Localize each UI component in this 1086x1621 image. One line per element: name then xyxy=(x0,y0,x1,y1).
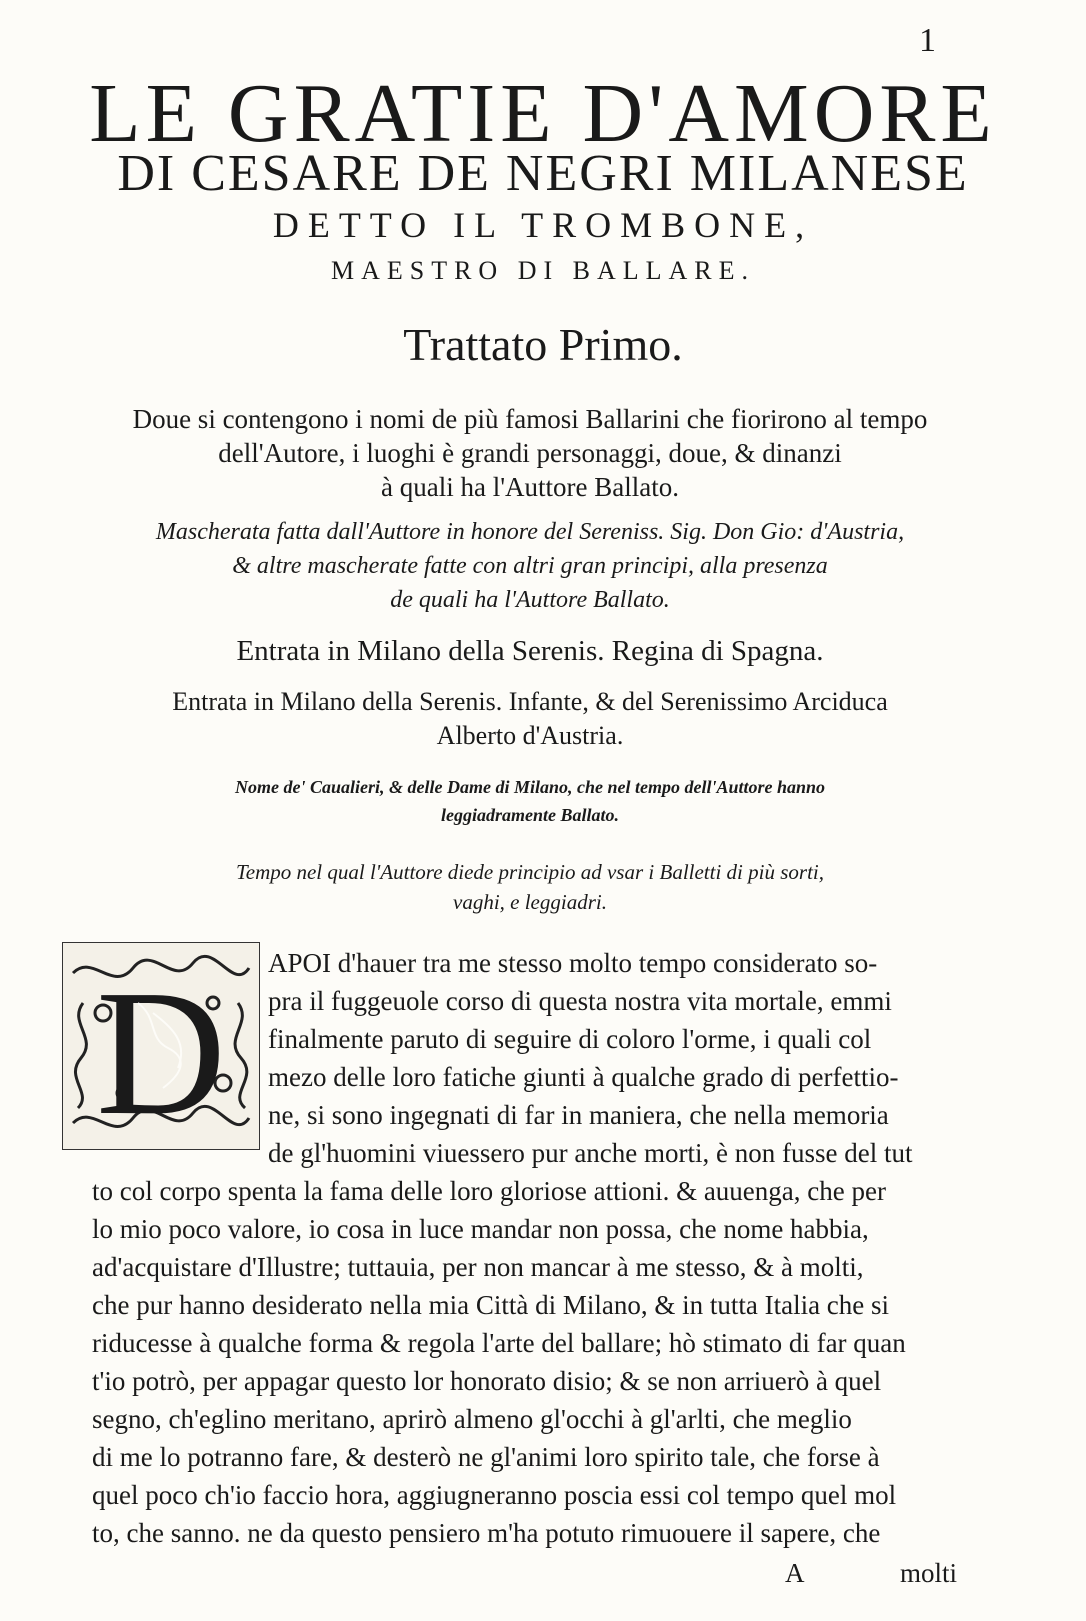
summary-line: Alberto d'Austria. xyxy=(436,721,624,750)
body-line: mezo delle loro fatiche giunti à qualche grado di perfettio- xyxy=(268,1062,899,1092)
body-line: de gl'huomini viuessero pur anche morti, è non fusse del tut xyxy=(268,1138,913,1168)
body-line: to col corpo spenta la fama delle loro gloriose attioni. & auuenga, che per xyxy=(92,1176,886,1206)
body-line: quel poco ch'io faccio hora, aggiugneranno poscia essi col tempo quel mol xyxy=(92,1480,897,1510)
book-title: LE GRATIE D'AMORE xyxy=(89,67,997,160)
body-line: t'io potrò, per appagar questo lor honorato disio; & se non arriuerò à quel xyxy=(92,1366,882,1396)
body-line: to, che sanno. ne da questo pensiero m'ha potuto rimuouere il sapere, che xyxy=(92,1518,881,1548)
body-line: riducesse à qualche forma & regola l'arte del ballare; hò stimato di far quan xyxy=(92,1328,906,1358)
page-number: 1 xyxy=(919,22,936,59)
nickname-line: DETTO IL TROMBONE, xyxy=(272,205,814,245)
profession-line: MAESTRO DI BALLARE. xyxy=(330,256,756,285)
signature-mark: A xyxy=(785,1558,805,1588)
decorated-initial-icon xyxy=(62,942,260,1150)
body-line: di me lo potranno fare, & desterò ne gl'animi loro spirito tale, che forse à xyxy=(92,1442,880,1472)
summary-line: dell'Autore, i luoghi è grandi personaggi, doue, & dinanzi xyxy=(218,438,842,468)
summary-line: & altre mascherate fatte con altri gran principi, alla presenza xyxy=(232,553,828,579)
summary-line: Tempo nel qual l'Auttore diede principio ad vsar i Balletti di più sorti, xyxy=(236,860,824,884)
summary-line: leggiadramente Ballato. xyxy=(441,805,619,825)
author-line: DI CESARE DE NEGRI MILANESE xyxy=(117,145,969,202)
body-line: finalmente paruto di seguire di coloro l'orme, i quali col xyxy=(268,1024,872,1054)
summary-mascherata xyxy=(80,515,980,617)
summary-line: Entrata in Milano della Serenis. Infante, & del Serenissimo Arciduca xyxy=(172,687,888,716)
summary-line: à quali ha l'Auttore Ballato. xyxy=(380,472,680,502)
summary-caualieri xyxy=(80,773,980,829)
body-line: ne, si sono ingegnati di far in maniera, che nella memoria xyxy=(268,1100,889,1130)
body-line: APOI d'hauer tra me stesso molto tempo considerato so- xyxy=(268,948,878,978)
summary-line: Entrata in Milano della Serenis. Regina di Spagna. xyxy=(236,635,824,667)
summary-line: Nome de' Caualieri, & delle Dame di Milano, che nel tempo dell'Auttore hanno xyxy=(234,777,825,797)
body-line: che pur hanno desiderato nella mia Città di Milano, & in tutta Italia che si xyxy=(92,1290,890,1320)
summary-infante xyxy=(80,685,980,753)
summary-ballarini xyxy=(80,402,980,504)
summary-line: de quali ha l'Auttore Ballato. xyxy=(390,587,670,613)
summary-line: Mascherata fatta dall'Auttore in honore del Sereniss. Sig. Don Gio: d'Austria, xyxy=(155,519,905,545)
summary-line: Doue si contengono i nomi de più famosi Ballarini che fiorirono al tempo xyxy=(132,404,928,434)
treatise-heading: Trattato Primo. xyxy=(403,319,683,370)
body-line: pra il fuggeuole corso di questa nostra vita mortale, emmi xyxy=(268,986,892,1016)
catchword: molti xyxy=(900,1558,958,1588)
body-line: lo mio poco valore, io cosa in luce mandar non possa, che nome habbia, xyxy=(92,1214,869,1244)
dropcap-letter: D xyxy=(96,953,226,1149)
body-line: ad'acquistare d'Illustre; tuttauia, per non mancar à me stesso, & à molti, xyxy=(92,1252,864,1282)
summary-line: vaghi, e leggiadri. xyxy=(453,890,607,914)
summary-regina xyxy=(80,633,980,669)
body-line: segno, ch'eglino meritano, aprirò almeno gl'occhi à gl'arlti, che meglio xyxy=(92,1404,852,1434)
summary-tempo xyxy=(80,857,980,917)
